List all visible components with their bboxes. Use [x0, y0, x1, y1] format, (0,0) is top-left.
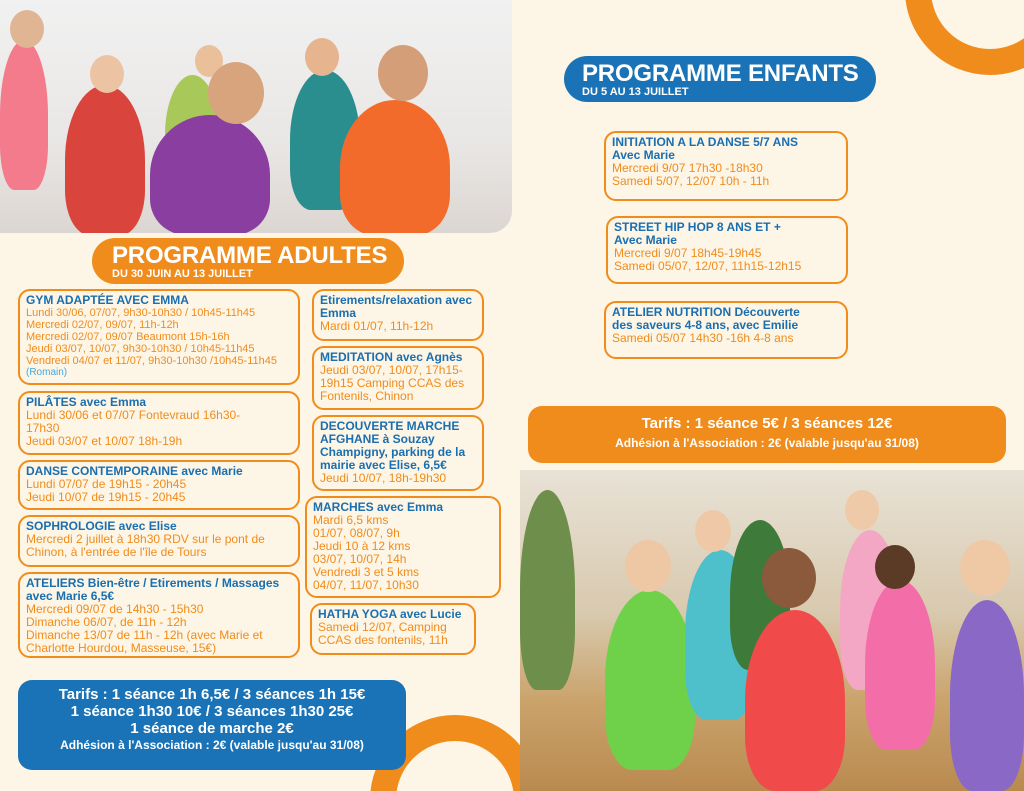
activity-title: Champigny, parking de la — [320, 445, 466, 459]
activity-pilates — [18, 391, 300, 455]
activity-title: Avec Marie — [612, 148, 675, 162]
activity-line: Mercredi 09/07 de 14h30 - 15h30 — [26, 602, 204, 616]
activity-title: Etirements/relaxation avec — [320, 293, 473, 307]
activity-title: DECOUVERTE MARCHE — [320, 419, 460, 433]
kids-tarifs-box — [528, 406, 1006, 463]
programme-adultes-subtitle: DU 30 JUIN AU 13 JUILLET — [112, 268, 253, 280]
activity-sophrologie — [18, 515, 300, 567]
activity-line: Chinon, à l'entrée de l'île de Tours — [26, 545, 207, 559]
activity-title: STREET HIP HOP 8 ANS ET + — [614, 220, 781, 234]
adults-tarifs-box — [18, 680, 406, 770]
activity-title: ATELIERS Bien-être / Etirements / Massages — [26, 576, 280, 590]
activity-title: SOPHROLOGIE avec Elise — [26, 519, 177, 533]
activity-line: Lundi 30/06 et 07/07 Fontevraud 16h30- — [26, 408, 241, 422]
activity-gym-adaptee — [18, 289, 300, 385]
activity-etirements-relaxation — [312, 289, 484, 341]
activity-line: Mardi 01/07, 11h-12h — [320, 319, 434, 333]
activity-atelier-nutrition — [604, 301, 848, 359]
activity-line: Jeudi 03/07, 10/07, 9h30-10h30 / 10h45-11h45 — [26, 343, 255, 355]
activity-title: AFGHANE à Souzay — [320, 432, 435, 446]
activity-title: MARCHES avec Emma — [313, 500, 444, 514]
adhesion-line: Adhésion à l'Association : 2€ (valable jusqu'au 31/08) — [60, 738, 364, 752]
activity-title: INITIATION A LA DANSE 5/7 ANS — [612, 135, 799, 149]
activity-line: 03/07, 10/07, 14h — [313, 552, 407, 566]
kids-dance-photo — [520, 470, 1024, 791]
activity-line: Vendredi 04/07 et 11/07, 9h30-10h30 /10h45-11h45 — [26, 355, 277, 367]
activity-line: 19h15 Camping CCAS des — [320, 376, 465, 390]
activity-line: Mercredi 02/07, 09/07, 11h-12h — [26, 319, 179, 331]
activity-line: Jeudi 10/07 de 19h15 - 20h45 — [26, 490, 186, 504]
activity-line: Mercredi 2 juillet à 18h30 RDV sur le pont de — [26, 532, 265, 546]
activity-title: Avec Marie — [614, 233, 677, 247]
activity-line: 17h30 — [26, 421, 60, 435]
programme-adultes-banner — [92, 238, 404, 284]
activity-line: Charlotte Hourdou, Masseuse, 15€) — [26, 641, 217, 655]
tarif-line: 1 séance 1h30 10€ / 3 séances 1h30 25€ — [70, 703, 354, 720]
activity-meditation — [312, 346, 484, 410]
activity-street-hip-hop — [606, 216, 848, 284]
activity-line: Jeudi 10/07, 18h-19h30 — [320, 471, 447, 485]
activity-note: (Romain) — [26, 367, 68, 378]
adults-dance-photo — [0, 0, 512, 233]
adhesion-line: Adhésion à l'Association : 2€ (valable jusqu'au 31/08) — [615, 436, 919, 450]
activity-line: Mercredi 9/07 17h30 -18h30 — [612, 161, 763, 175]
activity-title: GYM ADAPTÉE AVEC EMMA — [26, 293, 189, 307]
activity-decouverte-marche-afghane — [312, 415, 484, 491]
activity-line: Jeudi 03/07 et 10/07 18h-19h — [26, 434, 183, 448]
activity-line: CCAS des fontenils, 11h — [318, 633, 448, 647]
activity-title: DANSE CONTEMPORAINE avec Marie — [26, 464, 243, 478]
activity-marches — [305, 496, 501, 598]
activity-title: mairie avec Elise, 6,5€ — [320, 458, 447, 472]
programme-enfants-title: PROGRAMME ENFANTS — [582, 60, 859, 87]
activity-title: ATELIER NUTRITION Découverte — [612, 305, 800, 319]
activity-line: Mardi 6,5 kms — [313, 513, 389, 527]
tarif-line: Tarifs : 1 séance 1h 6,5€ / 3 séances 1h 15€ — [58, 686, 366, 703]
tarif-line: 1 séance de marche 2€ — [130, 720, 294, 737]
activity-line: Samedi 12/07, Camping — [318, 620, 447, 634]
activity-title: PILÂTES avec Emma — [26, 395, 147, 409]
activity-hatha-yoga — [310, 603, 476, 655]
activity-title: MEDITATION avec Agnès — [320, 350, 463, 364]
programme-enfants-subtitle: DU 5 AU 13 JUILLET — [582, 86, 689, 98]
activity-initiation-danse — [604, 131, 848, 201]
activity-line: Dimanche 06/07, de 11h - 12h — [26, 615, 187, 629]
activity-title: avec Marie 6,5€ — [26, 589, 115, 603]
activity-line: Jeudi 03/07, 10/07, 17h15- — [320, 363, 463, 377]
activity-line: Jeudi 10 à 12 kms — [313, 539, 411, 553]
activity-line: Lundi 07/07 de 19h15 - 20h45 — [26, 477, 187, 491]
activity-line: Samedi 5/07, 12/07 10h - 11h — [612, 174, 770, 188]
activity-title: HATHA YOGA avec Lucie — [318, 607, 462, 621]
activity-title: Emma — [320, 306, 357, 320]
decorative-ring-top-right — [905, 0, 1024, 75]
activity-line: 04/07, 11/07, 10h30 — [313, 578, 419, 592]
tarif-line: Tarifs : 1 séance 5€ / 3 séances 12€ — [641, 415, 893, 432]
activity-line: Vendredi 3 et 5 kms — [313, 565, 420, 579]
activity-danse-contemporaine — [18, 460, 300, 510]
programme-enfants-banner — [564, 56, 876, 102]
programme-adultes-title: PROGRAMME ADULTES — [112, 242, 388, 269]
activity-line: Samedi 05/07 14h30 -16h 4-8 ans — [612, 331, 794, 345]
activity-line: Fontenils, Chinon — [320, 389, 414, 403]
activity-ateliers-bien-etre — [18, 572, 300, 658]
activity-line: Mercredi 9/07 18h45-19h45 — [614, 246, 762, 260]
activity-line: 01/07, 08/07, 9h — [313, 526, 400, 540]
activity-line: Mercredi 02/07, 09/07 Beaumont 15h-16h — [26, 331, 230, 343]
activity-line: Dimanche 13/07 de 11h - 12h (avec Marie et — [26, 628, 263, 642]
activity-line: Lundi 30/06, 07/07, 9h30-10h30 / 10h45-11h45 — [26, 307, 256, 319]
activity-title: des saveurs 4-8 ans, avec Emilie — [612, 318, 799, 332]
activity-line: Samedi 05/07, 12/07, 11h15-12h15 — [614, 259, 802, 273]
